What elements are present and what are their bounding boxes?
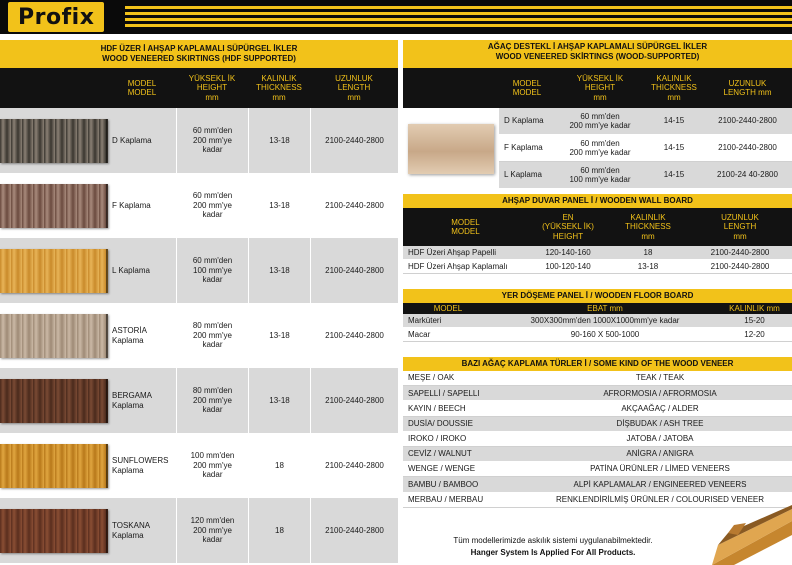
veneer-right-cell: PATİNA ÜRÜNLER / LİMED VENEERS (590, 464, 730, 474)
table-row (499, 162, 792, 189)
table-row (403, 462, 792, 477)
length-cell: 2100-2440-2800 (718, 143, 777, 153)
model-cell: Macar (408, 329, 431, 339)
footer-note (403, 535, 703, 559)
header-width: EN (YÜKSEKL İK) HEIGHT (542, 212, 594, 241)
veneer-left-cell: MERBAU / MERBAU (408, 494, 484, 504)
header-thickness: KALINLIK mm (729, 303, 780, 313)
corner-product-image (698, 505, 792, 565)
veneer-left-cell: CEVİZ / WALNUT (408, 449, 472, 459)
height-cell: 60 mm'den 200 mm'ye kadar (176, 108, 248, 173)
width-cell: 100-120-140 (545, 261, 591, 271)
wood-swatch (0, 184, 108, 228)
model-cell: Marküteri (408, 315, 442, 325)
veneer-right-cell: AFRORMOSIA / AFRORMOSIA (603, 388, 717, 398)
model-cell: ASTORİA Kaplama (112, 326, 147, 345)
size-cell: 90-160 X 500-1000 (570, 329, 640, 339)
height-cell: 60 mm'den 200 mm'ye kadar (176, 173, 248, 238)
header-length: UZUNLUK LENGTH mm (723, 78, 772, 97)
veneer-left-cell: SAPELLİ / SAPELLI (408, 388, 480, 398)
thickness-cell: 14-15 (663, 143, 685, 153)
length-cell: 2100-2440-2800 (310, 303, 398, 368)
table-row (403, 314, 792, 328)
model-cell: HDF Üzeri Ahşap Kaplamalı (408, 261, 508, 271)
length-cell: 2100-2440-2800 (310, 433, 398, 498)
wall-board-title: AHŞAP DUVAR PANEL İ / WOODEN WALL BOARD (403, 194, 792, 208)
header-model: MODEL MODEL (451, 217, 480, 236)
model-cell: D Kaplama (112, 135, 152, 145)
veneer-right-cell: AKÇAAĞAÇ / ALDER (621, 403, 699, 413)
thickness-cell: 13-18 (248, 238, 310, 303)
length-cell: 2100-2440-2800 (710, 247, 770, 257)
wall-board-header (403, 208, 792, 246)
thickness-cell: 13-18 (248, 303, 310, 368)
swatch-cell (0, 173, 108, 238)
thickness-cell: 13-18 (637, 261, 659, 271)
wood-swatch (408, 124, 494, 174)
height-cell: 60 mm'den 100 mm'ye kadar (176, 238, 248, 303)
wood-skirting-table (403, 40, 792, 189)
swatch-cell (0, 303, 108, 368)
veneer-right-cell: TEAK / TEAK (635, 373, 685, 383)
footer-note-tr: Tüm modellerimizde askılık sistemi uygulanabilmektedir. (453, 536, 653, 545)
header-model: MODEL (433, 303, 463, 313)
brand-logo: Profix (8, 2, 104, 32)
swatch-cell (0, 433, 108, 498)
wood-skirting-title-tr: AĞAÇ DESTEKL İ AHŞAP KAPLAMALI SÜPÜRGEL İKLER (487, 42, 708, 51)
length-cell: 2100-2440-2800 (310, 108, 398, 173)
header-thickness: KALINLIK THICKNESS mm (625, 212, 671, 241)
header-stripes (125, 6, 792, 28)
veneer-left-cell: KAYIN / BEECH (408, 403, 466, 413)
wood-skirting-header (403, 68, 792, 108)
hdf-skirting-rows (0, 108, 398, 563)
header-length: UZUNLUK LENGTH mm (721, 212, 759, 241)
thickness-cell: 14-15 (663, 116, 685, 126)
veneer-kinds-rows (403, 371, 792, 508)
table-row (403, 246, 792, 260)
veneer-right-cell: ANİGRA / ANIGRA (626, 449, 694, 459)
wood-swatch (0, 314, 108, 358)
header-model: MODEL MODEL (127, 78, 157, 97)
height-cell: 100 mm'den 200 mm'ye kadar (176, 433, 248, 498)
wood-swatch (0, 379, 108, 423)
length-cell: 2100-2440-2800 (310, 173, 398, 238)
length-cell: 2100-24 40-2800 (717, 170, 778, 180)
thickness-cell: 15-20 (744, 315, 765, 325)
table-row (403, 432, 792, 447)
wood-skirting-title-en: WOOD VENEERED SKİRTINGS (WOOD-SUPPORTED) (495, 52, 700, 61)
veneer-right-cell: DİŞBUDAK / ASH TREE (616, 418, 704, 428)
header-thickness: KALINLIK THICKNESS mm (651, 73, 697, 102)
header-height: YÜKSEKL İK HEIGHT mm (576, 73, 624, 102)
table-row (0, 433, 398, 498)
veneer-right-cell: ALPİ KAPLAMALAR / ENGINEERED VENEERS (573, 479, 747, 489)
table-row (0, 368, 398, 433)
swatch-cell (0, 498, 108, 563)
thickness-cell: 12-20 (744, 329, 765, 339)
header-model: MODEL MODEL (512, 78, 542, 97)
floor-board-table (403, 289, 792, 342)
wood-skirting-title (403, 40, 792, 68)
thickness-cell: 13-18 (248, 368, 310, 433)
header-height: YÜKSEKL İK HEIGHT mm (188, 73, 236, 102)
wall-board-table (403, 194, 792, 274)
height-cell: 80 mm'den 200 mm'ye kadar (176, 303, 248, 368)
length-cell: 2100-2440-2800 (310, 498, 398, 563)
table-row (403, 401, 792, 416)
model-cell: L Kaplama (504, 170, 542, 180)
table-row (499, 135, 792, 162)
header-size: EBAT mm (587, 303, 623, 313)
height-cell: 60 mm'den 100 mm'ye kadar (569, 165, 631, 184)
model-cell: BERGAMA Kaplama (112, 391, 153, 410)
model-cell: L Kaplama (112, 265, 150, 275)
width-cell: 120-140-160 (545, 247, 591, 257)
table-row (0, 238, 398, 303)
height-cell: 80 mm'den 200 mm'ye kadar (176, 368, 248, 433)
wood-skirting-rows (499, 108, 792, 189)
table-row (403, 417, 792, 432)
floor-board-title: YER DÖŞEME PANEL İ / WOODEN FLOOR BOARD (403, 289, 792, 303)
veneer-kinds-table (403, 357, 792, 508)
model-cell: TOSKANA Kaplama (112, 521, 151, 540)
model-cell: F Kaplama (112, 200, 151, 210)
thickness-cell: 14-15 (663, 170, 685, 180)
thickness-cell: 18 (248, 433, 310, 498)
model-cell: D Kaplama (504, 116, 544, 126)
model-cell: F Kaplama (504, 143, 543, 153)
footer-note-en: Hanger System Is Applied For All Products. (470, 548, 636, 557)
table-row (403, 447, 792, 462)
veneer-left-cell: IROKO / IROKO (408, 434, 467, 444)
veneer-left-cell: BAMBU / BAMBOO (408, 479, 479, 489)
thickness-cell: 18 (248, 498, 310, 563)
wood-swatch (0, 509, 108, 553)
veneer-right-cell: RENKLENDİRİLMİŞ ÜRÜNLER / COLOURISED VENEER (555, 494, 765, 504)
veneer-left-cell: MEŞE / OAK (408, 373, 455, 383)
table-row (403, 371, 792, 386)
height-cell: 60 mm'den 200 mm'ye kadar (569, 138, 631, 157)
hdf-skirting-header (0, 68, 398, 108)
table-row (0, 498, 398, 563)
hdf-skirting-title (0, 40, 398, 68)
thickness-cell: 13-18 (248, 173, 310, 238)
wood-skirting-sample-image (403, 108, 499, 189)
header-length: UZUNLUK LENGTH mm (335, 73, 373, 102)
height-cell: 120 mm'den 200 mm'ye kadar (176, 498, 248, 563)
veneer-left-cell: DUSİA/ DOUSSIE (408, 418, 473, 428)
length-cell: 2100-2440-2800 (710, 261, 770, 271)
table-row (0, 303, 398, 368)
swatch-cell (0, 368, 108, 433)
floor-board-header (403, 303, 792, 314)
hdf-skirting-title-en: WOOD VENEERED SKIRTINGS (HDF SUPPORTED) (102, 54, 296, 63)
image-column-header (0, 68, 108, 108)
table-row (403, 328, 792, 342)
length-cell: 2100-2440-2800 (310, 368, 398, 433)
length-cell: 2100-2440-2800 (718, 116, 777, 126)
wood-swatch (0, 249, 108, 293)
thickness-cell: 13-18 (248, 108, 310, 173)
model-cell: HDF Üzeri Ahşap Papelli (408, 247, 497, 257)
wood-swatch (0, 444, 108, 488)
veneer-right-cell: JATOBA / JATOBA (626, 434, 694, 444)
length-cell: 2100-2440-2800 (310, 238, 398, 303)
swatch-cell (0, 238, 108, 303)
model-cell: SUNFLOWERS Kaplama (112, 456, 169, 475)
swatch-cell (0, 108, 108, 173)
table-row (403, 260, 792, 274)
header-thickness: KALINLIK THICKNESS mm (256, 73, 302, 102)
thickness-cell: 18 (643, 247, 653, 257)
image-column-header (403, 68, 499, 108)
hdf-skirting-table (0, 40, 398, 563)
veneer-kinds-title: BAZI AĞAÇ KAPLAMA TÜRLER İ / SOME KIND OF THE WOOD VENEER (403, 357, 792, 371)
height-cell: 60 mm'den 200 mm'ye kadar (569, 111, 631, 130)
veneer-left-cell: WENGE / WENGE (408, 464, 476, 474)
wood-swatch (0, 119, 108, 163)
table-row (403, 386, 792, 401)
size-cell: 300X300mm'den 1000X1000mm'ye kadar (530, 315, 680, 325)
table-row (499, 108, 792, 135)
table-row (0, 108, 398, 173)
header-bar (0, 0, 792, 34)
table-row (0, 173, 398, 238)
table-row (403, 477, 792, 492)
floor-board-rows (403, 314, 792, 342)
wall-board-rows (403, 246, 792, 274)
hdf-skirting-title-tr: HDF ÜZER İ AHŞAP KAPLAMALI SÜPÜRGEL İKLER (100, 44, 298, 53)
